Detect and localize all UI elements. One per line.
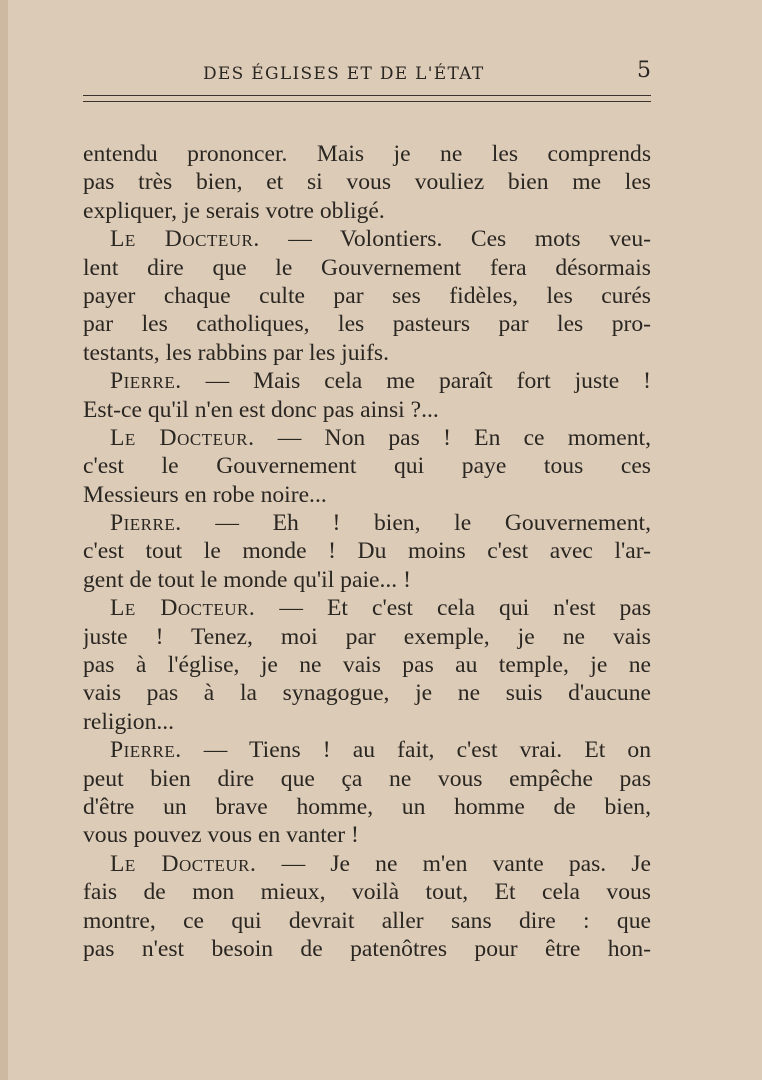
page-header [83, 58, 651, 88]
text-line: pas très bien, et si vous vouliez bien me les [83, 169, 651, 196]
page-gutter-edge [0, 0, 8, 1080]
text-line: expliquer, je serais votre obligé. [83, 197, 385, 224]
text-line: pas à l'église, je ne vais pas au temple, je ne [83, 652, 651, 679]
text-line: par les catholiques, les pasteurs par les pro- [83, 311, 651, 338]
text-line: Messieurs en robe noire... [83, 481, 327, 508]
text-line: entendu prononcer. Mais je ne les comprends [83, 141, 651, 167]
speaker-name: Le Docteur. [110, 595, 256, 622]
page-number: 5 [637, 58, 651, 83]
speech-text: — Tiens ! au fait, c'est vrai. Et on [203, 737, 651, 764]
text-line: juste ! Tenez, moi par exemple, je ne vais [83, 623, 651, 650]
text-line: religion... [83, 708, 175, 735]
text-line: pas n'est besoin de patenôtres pour être hon- [83, 935, 651, 962]
speaker-name: Pierre. [110, 368, 182, 395]
text-line: Est-ce qu'il n'en est donc pas ainsi ?... [83, 396, 439, 423]
text-line: d'être un brave homme, un homme de bien, [83, 793, 651, 820]
text-line: testants, les rabbins par les juifs. [83, 339, 390, 366]
speech-text: — Eh ! bien, le Gouvernement, [215, 510, 651, 537]
text-line: peut bien dire que ça ne vous empêche pas [83, 765, 651, 792]
header-rule-bottom [83, 101, 651, 102]
dialogue-line [83, 850, 651, 878]
speech-text: — Mais cela me paraît fort juste ! [205, 368, 651, 395]
text-line: c'est le Gouvernement qui paye tous ces [83, 453, 651, 480]
running-title: DES ÉGLISES ET DE L'ÉTAT [203, 64, 485, 84]
speaker-name: Le Docteur. [110, 226, 260, 253]
speaker-name: Le Docteur. [110, 424, 255, 451]
text-line: payer chaque culte par ses fidèles, les curés [83, 282, 651, 309]
dialogue-line [83, 424, 651, 452]
speech-text: — Et c'est cela qui n'est pas [279, 595, 651, 622]
header-rule-top [83, 95, 651, 96]
speech-text: — Je ne m'en vante pas. Je [281, 850, 651, 877]
text-line: fais de mon mieux, voilà tout, Et cela vous [83, 879, 651, 906]
text-line: montre, ce qui devrait aller sans dire : que [83, 907, 651, 934]
speaker-name: Le Docteur. [110, 850, 257, 877]
speech-text: — Volontiers. Ces mots veu- [288, 226, 651, 253]
dialogue-line [83, 736, 651, 764]
text-line: vous pouvez vous en vanter ! [83, 822, 359, 849]
text-line: c'est tout le monde ! Du moins c'est avec l'ar- [83, 538, 651, 565]
text-line: gent de tout le monde qu'il paie... ! [83, 566, 411, 593]
speech-text: — Non pas ! En ce moment, [277, 424, 651, 451]
speaker-name: Pierre. [110, 737, 182, 764]
text-line: vais pas à la synagogue, je ne suis d'aucune [83, 680, 651, 707]
body-text [83, 140, 651, 963]
dialogue-line [83, 509, 651, 537]
dialogue-line [83, 367, 651, 395]
dialogue-line [83, 225, 651, 253]
speaker-name: Pierre. [110, 510, 182, 537]
text-line: lent dire que le Gouvernement fera désormais [83, 254, 651, 281]
dialogue-line [83, 594, 651, 622]
